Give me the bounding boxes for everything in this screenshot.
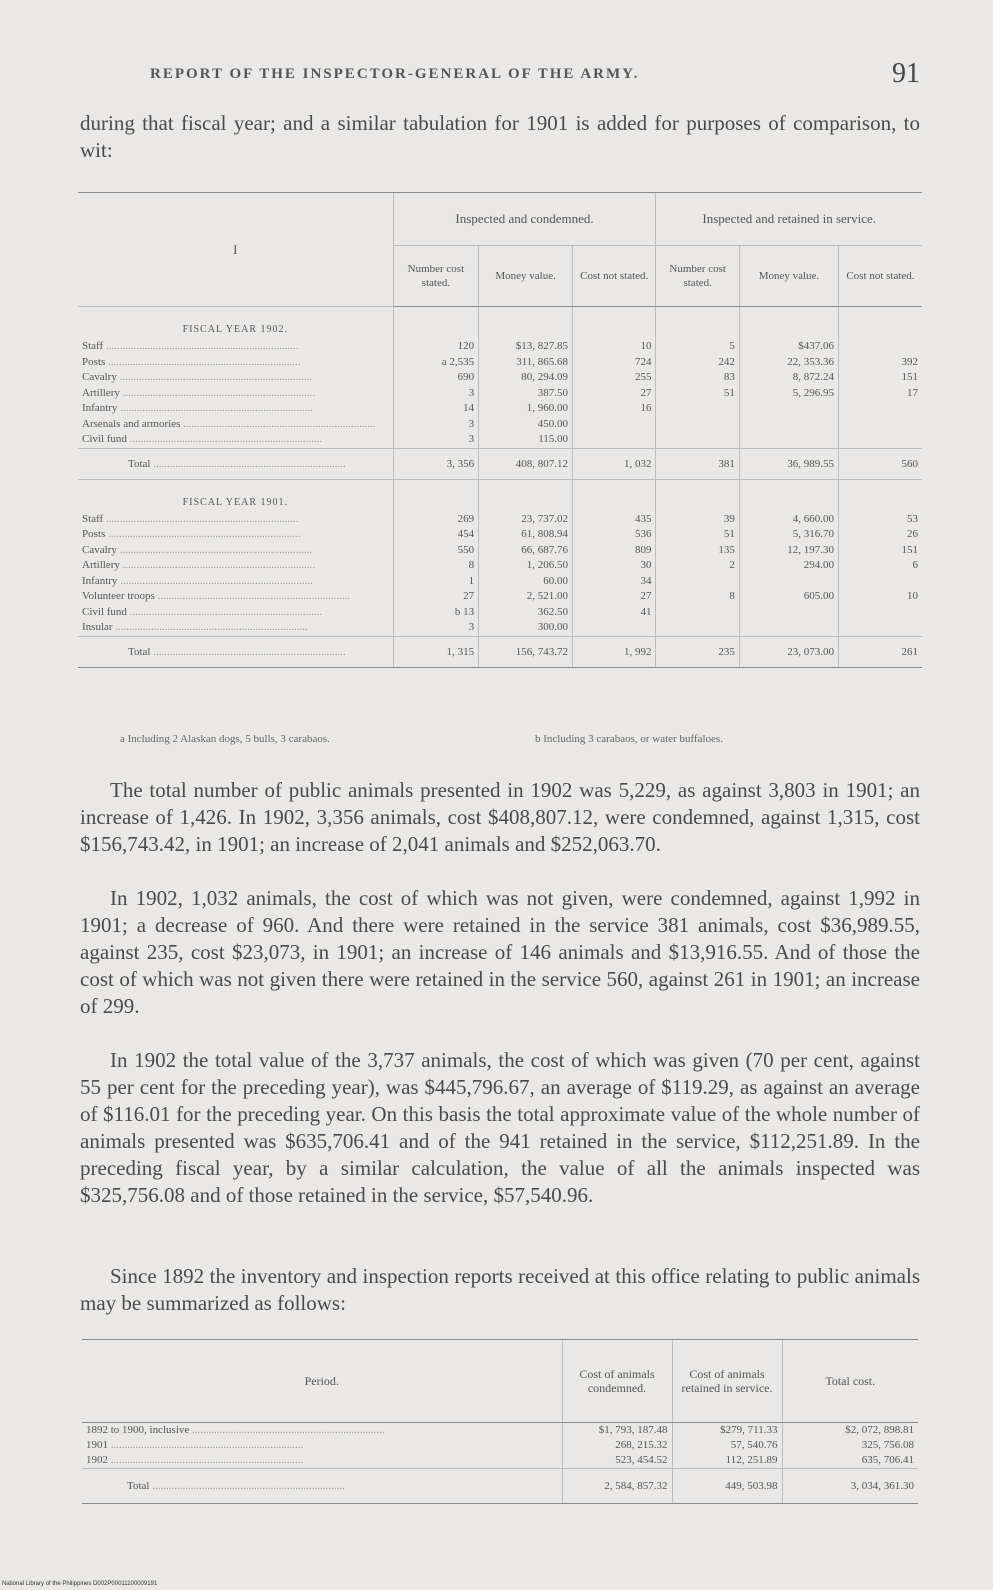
- cell-value: $13, 827.85: [479, 339, 573, 355]
- cost-value: 112, 251.89: [672, 1453, 782, 1469]
- cell-value: 8: [393, 558, 479, 574]
- cell-value: 34: [573, 574, 656, 590]
- section-heading-row: [78, 307, 922, 340]
- group-inspected-condemned: Inspected and condemned.: [393, 193, 656, 246]
- cell-value: [839, 574, 923, 590]
- table-row: [78, 605, 922, 621]
- cell-value: 300.00: [479, 620, 573, 636]
- cell-value: 1: [393, 574, 479, 590]
- total-label: Total .....: [78, 448, 393, 479]
- col-number-cost-stated: Number cost stated.: [656, 246, 739, 307]
- total-value: 2, 584, 857.32: [562, 1469, 672, 1504]
- row-label: Volunteer troops .....: [78, 589, 393, 605]
- footnote-a: a Including 2 Alaskan dogs, 5 bulls, 3 carabaos.: [120, 733, 330, 745]
- row-label: Cavalry .....: [78, 543, 393, 559]
- cell-value: 536: [573, 527, 656, 543]
- cell-value: 454: [393, 527, 479, 543]
- section-title: FISCAL YEAR 1901.: [182, 496, 289, 508]
- table-row: [78, 355, 922, 371]
- row-label: Arsenals and armories .....: [78, 417, 393, 433]
- cell-value: 2: [656, 558, 739, 574]
- cell-value: 83: [656, 370, 739, 386]
- cell-value: 30: [573, 558, 656, 574]
- col-money-value: Money value.: [739, 246, 838, 307]
- row-label: Civil fund .....: [78, 432, 393, 448]
- cell-value: 23, 737.02: [479, 512, 573, 528]
- row-label: Artillery .....: [78, 558, 393, 574]
- cell-value: 362.50: [479, 605, 573, 621]
- cell-value: 3: [393, 432, 479, 448]
- table-row: [78, 339, 922, 355]
- total-value: 1, 992: [573, 636, 656, 667]
- total-value: 261: [839, 636, 923, 667]
- col-period: Period.: [82, 1340, 562, 1423]
- table-row: [82, 1423, 918, 1439]
- cell-value: 387.50: [479, 386, 573, 402]
- total-value: 23, 073.00: [739, 636, 838, 667]
- cell-value: 809: [573, 543, 656, 559]
- row-label: Posts .....: [78, 527, 393, 543]
- cell-value: 22, 353.36: [739, 355, 838, 371]
- table-row: [78, 558, 922, 574]
- cell-value: $437.06: [739, 339, 838, 355]
- cell-value: 6: [839, 558, 923, 574]
- cell-value: 151: [839, 543, 923, 559]
- total-value: 449, 503.98: [672, 1469, 782, 1504]
- table2-body: [82, 1423, 918, 1504]
- table2-header: [82, 1340, 918, 1423]
- total-row: [82, 1469, 918, 1504]
- cell-value: [739, 401, 838, 417]
- total-value: 36, 989.55: [739, 448, 838, 479]
- cell-value: 10: [573, 339, 656, 355]
- total-value: 560: [839, 448, 923, 479]
- footnote-b: b Including 3 carabaos, or water buffaloes.: [535, 733, 723, 745]
- cell-value: [656, 620, 739, 636]
- table-row: [78, 574, 922, 590]
- scan-imprint: National Library of the Philippines D002P00011100009191: [2, 1581, 158, 1587]
- col-money-value: Money value.: [479, 246, 573, 307]
- table-row: [82, 1453, 918, 1469]
- cost-value: $279, 711.33: [672, 1423, 782, 1439]
- cell-value: 66, 687.76: [479, 543, 573, 559]
- cell-value: [839, 620, 923, 636]
- cell-value: 450.00: [479, 417, 573, 433]
- table-row: [78, 401, 922, 417]
- cell-value: 3: [393, 620, 479, 636]
- paragraph-totals: The total number of public animals presented in 1902 was 5,229, as against 3,803 in 1901; an increase of 1,426. In 1902, 3,356 animals, cost $408,807.12, were condemned, against 1,315, cost $156,743.42, in 1901; an increase of 2,041 animals and $252,063.70.: [80, 778, 920, 856]
- cell-value: 3: [393, 386, 479, 402]
- cell-value: 60.00: [479, 574, 573, 590]
- cell-value: 41: [573, 605, 656, 621]
- row-label: Staff .....: [78, 339, 393, 355]
- cell-value: 724: [573, 355, 656, 371]
- cost-value: 57, 540.76: [672, 1438, 782, 1453]
- row-label: Infantry .....: [78, 574, 393, 590]
- cell-value: 4, 660.00: [739, 512, 838, 528]
- cell-value: [739, 574, 838, 590]
- col-number-cost-stated: Number cost stated.: [393, 246, 479, 307]
- section-title: FISCAL YEAR 1902.: [182, 324, 289, 335]
- cell-value: [739, 620, 838, 636]
- table-row: [78, 417, 922, 433]
- row-label: Cavalry .....: [78, 370, 393, 386]
- cell-value: 12, 197.30: [739, 543, 838, 559]
- cell-value: 5: [656, 339, 739, 355]
- paragraph-total-value: In 1902 the total value of the 3,737 animals, the cost of which was given (70 per cent, against 55 per cent for the preceding year), was $445,796.67, an average of $119.29, as against an average of $116.01 for the preceding year. On this basis the total approximate value of the whole number of animals presented was $635,706.41 and of the 941 retained in the service, $112,251.89. In the preceding fiscal year, by a similar calculation, the value of all the animals inspected was $325,756.08 and of those retained in the service, $57,540.96.: [80, 1048, 920, 1207]
- total-value: 1, 315: [393, 636, 479, 667]
- cell-value: 120: [393, 339, 479, 355]
- cell-value: 17: [839, 386, 923, 402]
- cell-value: 550: [393, 543, 479, 559]
- col-cost-condemned: Cost of animals condemned.: [562, 1340, 672, 1423]
- row-label: Artillery .....: [78, 386, 393, 402]
- cell-value: 1, 960.00: [479, 401, 573, 417]
- col-total-cost: Total cost.: [782, 1340, 918, 1423]
- row-label: Posts .....: [78, 355, 393, 371]
- cost-value: 635, 706.41: [782, 1453, 918, 1469]
- period-label: 1901 .....: [82, 1438, 562, 1453]
- table-row: [78, 386, 922, 402]
- paragraph-summary-intro: Since 1892 the inventory and inspection reports received at this office relating to public animals may be summarized as follows:: [80, 1264, 920, 1315]
- cell-value: 39: [656, 512, 739, 528]
- group-inspected-retained: Inspected and retained in service.: [656, 193, 922, 246]
- cell-value: [839, 432, 923, 448]
- table1-corner: I: [78, 193, 393, 307]
- cell-value: 8: [656, 589, 739, 605]
- table-row: [82, 1438, 918, 1453]
- table1-body: [78, 307, 922, 668]
- section-heading-row: [78, 479, 922, 512]
- cell-value: 135: [656, 543, 739, 559]
- cell-value: 10: [839, 589, 923, 605]
- cell-value: 51: [656, 527, 739, 543]
- cell-value: b 13: [393, 605, 479, 621]
- total-value: 408, 807.12: [479, 448, 573, 479]
- table-row: [78, 512, 922, 528]
- col-cost-not-stated: Cost not stated.: [573, 246, 656, 307]
- condemned-retained-table: [78, 192, 922, 668]
- cell-value: 1, 206.50: [479, 558, 573, 574]
- cell-value: 8, 872.24: [739, 370, 838, 386]
- cell-value: 151: [839, 370, 923, 386]
- running-head: [150, 60, 930, 90]
- cell-value: [739, 605, 838, 621]
- cell-value: [839, 605, 923, 621]
- cell-value: [573, 417, 656, 433]
- cell-value: 51: [656, 386, 739, 402]
- cell-value: [656, 574, 739, 590]
- cell-value: 269: [393, 512, 479, 528]
- col-cost-not-stated: Cost not stated.: [839, 246, 923, 307]
- cell-value: 16: [573, 401, 656, 417]
- cost-value: 268, 215.32: [562, 1438, 672, 1453]
- cell-value: 294.00: [739, 558, 838, 574]
- cell-value: 392: [839, 355, 923, 371]
- table-row: [78, 543, 922, 559]
- cell-value: 255: [573, 370, 656, 386]
- cell-value: 27: [573, 589, 656, 605]
- cell-value: [739, 417, 838, 433]
- cell-value: [573, 432, 656, 448]
- total-row: [78, 636, 922, 667]
- total-label: Total .....: [82, 1469, 562, 1504]
- cell-value: [573, 620, 656, 636]
- cell-value: [656, 401, 739, 417]
- cell-value: 435: [573, 512, 656, 528]
- total-value: 235: [656, 636, 739, 667]
- cell-value: 690: [393, 370, 479, 386]
- col-cost-retained: Cost of animals retained in service.: [672, 1340, 782, 1423]
- cell-value: 605.00: [739, 589, 838, 605]
- row-label: Infantry .....: [78, 401, 393, 417]
- cell-value: 242: [656, 355, 739, 371]
- paragraph-cost-not-given: In 1902, 1,032 animals, the cost of which was not given, were condemned, against 1,992 in 1901; a decrease of 960. And there were retained in the service 381 animals, cost $36,989.55, against 235, cost $23,073, in 1901; an increase of 146 animals and $13,916.55. And of those the cost of which was not given there were retained in the service 560, against 261 in 1901; an increase of 299.: [80, 886, 920, 1018]
- cell-value: 2, 521.00: [479, 589, 573, 605]
- cell-value: [656, 605, 739, 621]
- cell-value: 61, 808.94: [479, 527, 573, 543]
- total-value: 1, 032: [573, 448, 656, 479]
- period-label: 1892 to 1900, inclusive .....: [82, 1423, 562, 1439]
- cell-value: [839, 339, 923, 355]
- cost-value: $2, 072, 898.81: [782, 1423, 918, 1439]
- cell-value: [839, 401, 923, 417]
- cell-value: 53: [839, 512, 923, 528]
- total-value: 156, 743.72: [479, 636, 573, 667]
- running-head-title: REPORT OF THE INSPECTOR-GENERAL OF THE ARMY.: [150, 66, 640, 82]
- total-label: Total .....: [78, 636, 393, 667]
- row-label: Staff .....: [78, 512, 393, 528]
- table-row: [78, 620, 922, 636]
- cell-value: 311, 865.68: [479, 355, 573, 371]
- table-row: [78, 527, 922, 543]
- cell-value: 5, 296.95: [739, 386, 838, 402]
- cell-value: [739, 432, 838, 448]
- cell-value: 3: [393, 417, 479, 433]
- period-label: 1902 .....: [82, 1453, 562, 1469]
- cost-value: 523, 454.52: [562, 1453, 672, 1469]
- summary-table: [82, 1339, 918, 1504]
- table-row: [78, 432, 922, 448]
- intro-paragraph: during that fiscal year; and a similar tabulation for 1901 is added for purposes of comparison, to wit:: [80, 111, 920, 162]
- total-value: 381: [656, 448, 739, 479]
- table-row: [78, 589, 922, 605]
- cell-value: 27: [573, 386, 656, 402]
- cell-value: 14: [393, 401, 479, 417]
- cell-value: [656, 417, 739, 433]
- cell-value: 115.00: [479, 432, 573, 448]
- cell-value: 27: [393, 589, 479, 605]
- page-number: 91: [892, 58, 920, 89]
- cell-value: 26: [839, 527, 923, 543]
- cell-value: 5, 316.70: [739, 527, 838, 543]
- cell-value: [839, 417, 923, 433]
- table-row: [78, 370, 922, 386]
- table1-group-header: [78, 193, 922, 246]
- cell-value: a 2,535: [393, 355, 479, 371]
- cost-value: 325, 756.08: [782, 1438, 918, 1453]
- cell-value: 80, 294.09: [479, 370, 573, 386]
- total-value: 3, 034, 361.30: [782, 1469, 918, 1504]
- cost-value: $1, 793, 187.48: [562, 1423, 672, 1439]
- row-label: Insular .....: [78, 620, 393, 636]
- total-row: [78, 448, 922, 479]
- cell-value: [656, 432, 739, 448]
- row-label: Civil fund .....: [78, 605, 393, 621]
- total-value: 3, 356: [393, 448, 479, 479]
